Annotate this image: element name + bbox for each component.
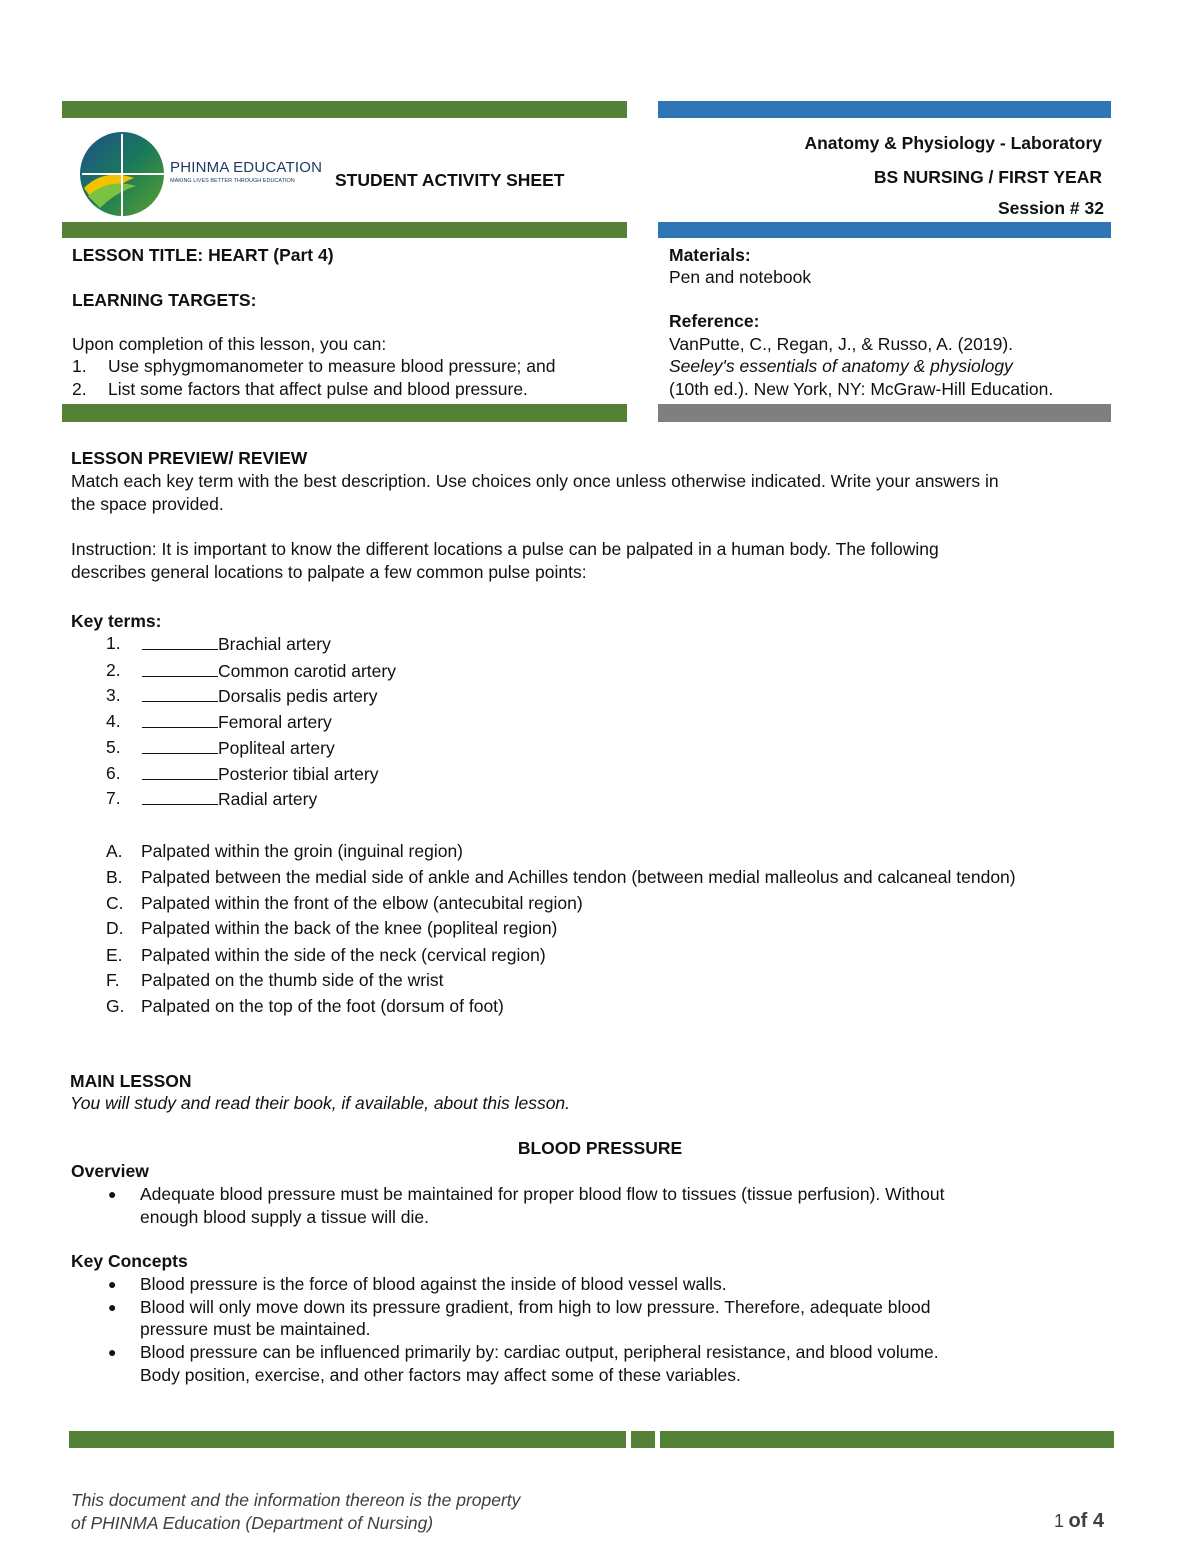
instruction-line-2: describes general locations to palpate a few common pulse points: [71,562,587,582]
answer-blank[interactable] [142,632,218,650]
learning-targets-heading: LEARNING TARGETS: [72,290,257,310]
answer-blank[interactable] [142,710,218,728]
key-concepts-heading: Key Concepts [71,1251,188,1271]
page-total: of 4 [1068,1510,1104,1532]
preview-text-line-2: the space provided. [71,494,224,514]
header-top-green-bar [62,101,627,118]
info-bottom-gray-bar [658,404,1111,422]
footer-bar-mid [631,1431,655,1448]
page-number [1000,1510,1104,1533]
footer-note-line-1: This document and the information thereon is the property [71,1490,521,1510]
phinma-logo-icon [74,128,166,220]
info-bottom-green-bar [62,404,627,422]
key-terms-heading: Key terms: [71,611,162,631]
materials-heading: Materials: [669,245,751,265]
reference-heading: Reference: [669,311,760,331]
main-lesson-heading: MAIN LESSON [70,1071,192,1091]
footer-note-line-2: of PHINMA Education (Department of Nursing) [71,1513,434,1533]
answer-blank[interactable] [142,659,218,677]
materials-value: Pen and notebook [669,267,812,287]
logo-tagline: MAKING LIVES BETTER THROUGH EDUCATION [170,178,295,184]
footer-bar-right [660,1431,1114,1448]
logo-text: PHINMA EDUCATION [170,159,323,176]
answer-blank[interactable] [142,762,218,780]
page-current: 1 [1053,1511,1064,1531]
reference-line-3: (10th ed.). New York, NY: McGraw-Hill Education. [669,379,1054,399]
header-mid-blue-bar [658,222,1111,238]
section-title: BLOOD PRESSURE [517,1138,683,1158]
instruction-line-1: Instruction: It is important to know the different locations a pulse can be palpated in a human body. The following [71,539,939,559]
footer-bar-left [69,1431,626,1448]
preview-text-line-1: Match each key term with the best description. Use choices only once unless otherwise indicated. Write your answers in [71,471,999,491]
lesson-title: LESSON TITLE: HEART (Part 4) [72,245,334,265]
preview-heading: LESSON PREVIEW/ REVIEW [71,448,308,468]
overview-heading: Overview [71,1161,149,1181]
reference-line-1: VanPutte, C., Regan, J., & Russo, A. (2019). [669,334,1014,354]
answer-blank[interactable] [142,787,218,805]
answer-blank[interactable] [142,736,218,754]
reference-line-2: Seeley's essentials of anatomy & physiology [669,356,1013,376]
learning-targets-intro: Upon completion of this lesson, you can: [72,334,387,354]
session-number: Session # 32 [997,198,1104,218]
header-mid-green-bar [62,222,627,238]
course-title: Anatomy & Physiology - Laboratory [804,133,1102,153]
main-lesson-subtitle: You will study and read their book, if available, about this lesson. [70,1093,571,1113]
sheet-title: STUDENT ACTIVITY SHEET [335,170,565,190]
phinma-logo [74,128,324,220]
program-title: BS NURSING / FIRST YEAR [873,167,1102,187]
answer-blank[interactable] [142,684,218,702]
header-top-blue-bar [658,101,1111,118]
